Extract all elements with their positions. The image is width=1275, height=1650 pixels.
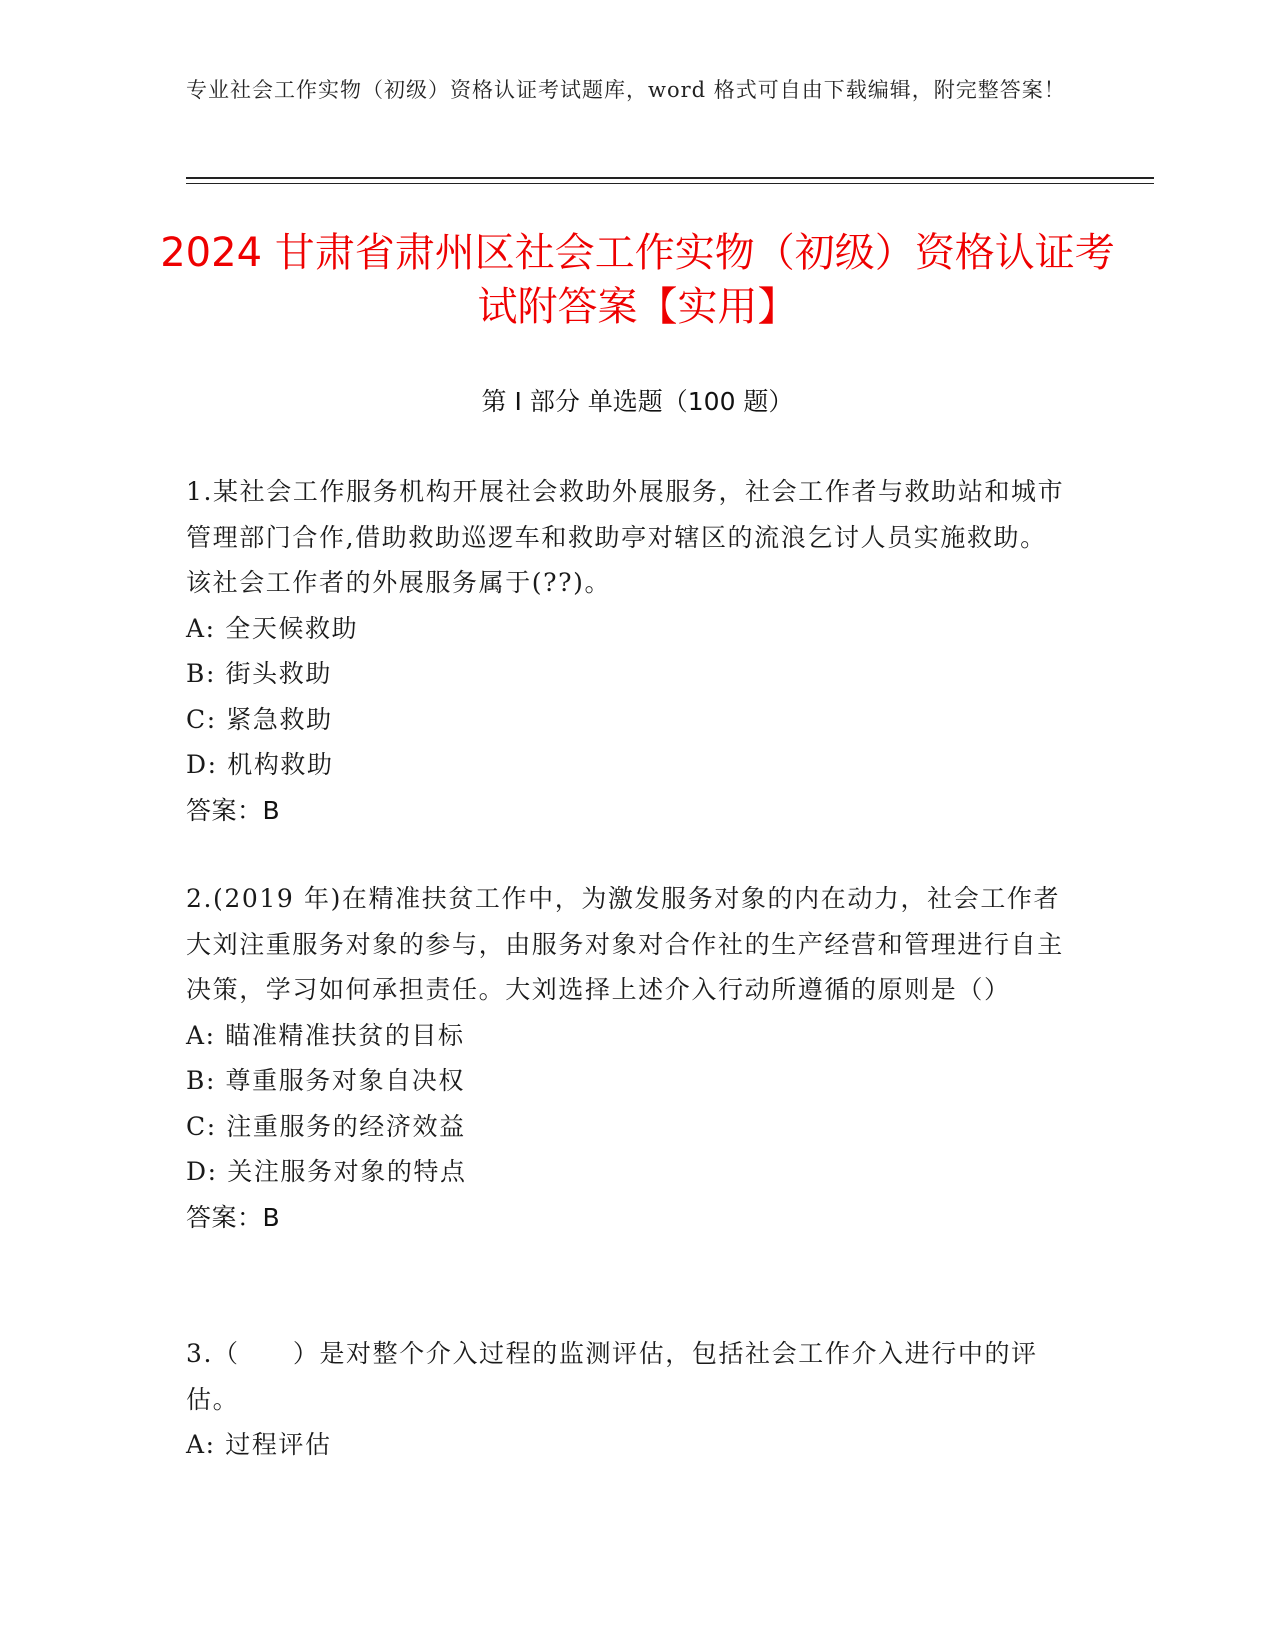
section-title: 第 I 部分 单选题（100 题） [481, 387, 794, 416]
option-d: D: 关注服务对象的特点 [186, 1157, 467, 1186]
answer: 答案：B [186, 795, 281, 825]
option-c: C: 紧急救助 [186, 704, 333, 734]
question-3 [186, 1331, 1066, 1468]
question-stem: 2.(2019 年)在精准扶贫工作中，为激发服务对象的内在动力，社会工作者大刘注重服务对象的参与，由服务对象对合作社的生产经营和管理进行自主决策，学习如何承担责任。大刘选择上述介入行动所遵循的原则是（） [186, 884, 1064, 1004]
option-a: A: 过程评估 [186, 1430, 332, 1459]
header-divider-thin [186, 183, 1154, 184]
option-b: B: 尊重服务对象自决权 [186, 1066, 465, 1095]
header-note: 专业社会工作实物（初级）资格认证考试题库，word 格式可自由下载编辑，附完整答案！ [186, 78, 1066, 102]
answer: 答案：B [186, 1202, 281, 1232]
option-a: A: 全天候救助 [186, 613, 359, 643]
question-2 [186, 876, 1066, 1240]
option-d: D: 机构救助 [186, 750, 334, 779]
question-stem: 1.某社会工作服务机构开展社会救助外展服务，社会工作者与救助站和城市管理部门合作,借助救助巡逻车和救助亭对辖区的流浪乞讨人员实施救助。该社会工作者的外展服务属于(??)。 [186, 477, 1065, 597]
option-b: B: 街头救助 [186, 659, 332, 688]
option-c: C: 注重服务的经济效益 [186, 1111, 466, 1141]
header-divider-thick [186, 177, 1154, 179]
question-stem: 3.（ ）是对整个介入过程的监测评估，包括社会工作介入进行中的评估。 [186, 1339, 1038, 1414]
document-title: 2024 甘肃省肃州区社会工作实物（初级）资格认证考试附答案【实用】 [160, 230, 1115, 330]
option-a: A: 瞄准精准扶贫的目标 [186, 1020, 465, 1050]
question-1 [186, 469, 1066, 833]
